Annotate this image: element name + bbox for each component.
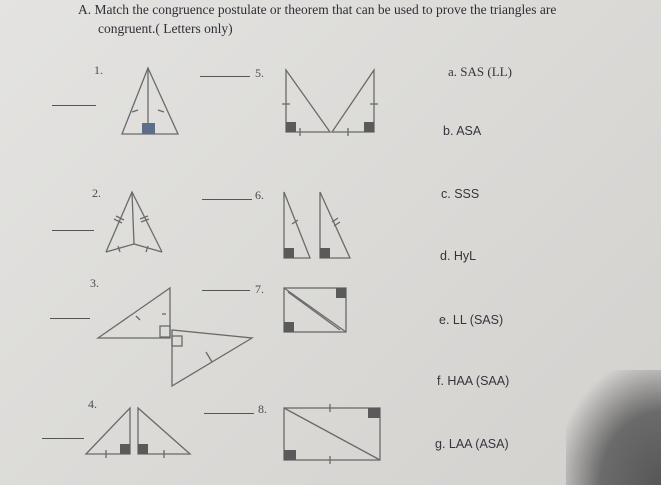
figure-2-shared-side-triangles	[96, 186, 176, 258]
answer-blank-5[interactable]	[200, 76, 250, 77]
answer-blank-4[interactable]	[42, 438, 84, 439]
choice-g: g. LAA (ASA)	[435, 437, 509, 451]
answer-blank-3[interactable]	[50, 318, 90, 319]
item-number-5: 5.	[255, 66, 264, 80]
instructions-line-2: congruent.( Letters only)	[98, 21, 233, 36]
figure-8-divided-rectangle	[282, 406, 386, 466]
instructions-line-1: A. Match the congruence postulate or theorem that can be used to prove the triangles are	[78, 2, 557, 17]
item-number-1: 1.	[94, 63, 103, 77]
item-number-2: 2.	[92, 186, 101, 200]
figure-7-divided-rectangle	[282, 286, 352, 338]
figure-4-adjacent-right-triangles	[82, 404, 212, 460]
figure-5-mirrored-right-triangles	[282, 66, 386, 150]
item-number-7: 7.	[255, 282, 264, 296]
choice-d: d. HyL	[440, 249, 477, 263]
figure-1-isosceles-triangle	[118, 66, 188, 138]
item-number-6: 6.	[255, 188, 264, 202]
shadow-corner	[566, 370, 661, 485]
item-number-4: 4.	[88, 397, 97, 411]
choice-c: c. SSS	[441, 187, 480, 201]
choice-a: a. SAS (LL)	[448, 64, 512, 79]
figure-3-rotated-right-triangles	[96, 286, 266, 390]
figure-6-right-triangles-pair	[280, 188, 376, 270]
answer-blank-1[interactable]	[52, 105, 96, 106]
choice-f: f. HAA (SAA)	[437, 374, 510, 388]
choice-e: e. LL (SAS)	[439, 313, 504, 327]
answer-blank-2[interactable]	[52, 230, 94, 231]
choice-b: b. ASA	[443, 124, 482, 138]
item-number-8: 8.	[258, 402, 267, 416]
item-number-3: 3.	[90, 276, 99, 290]
answer-blank-6[interactable]	[202, 199, 252, 200]
